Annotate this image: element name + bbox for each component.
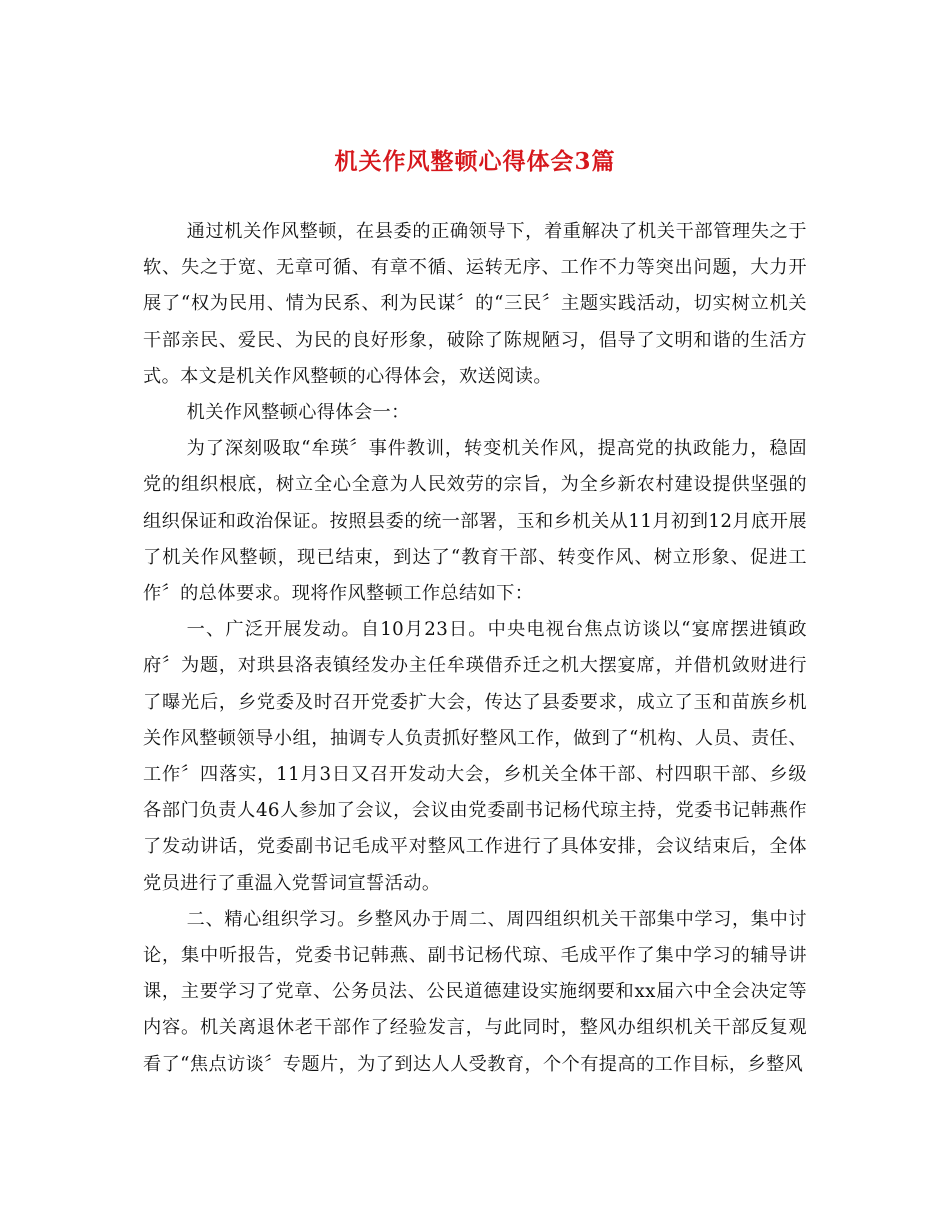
document-title: 机关作风整顿心得体会3篇	[334, 148, 616, 175]
paragraph-section-one: 一、广泛开展发动。自10月23日。中央电视台焦点访谈以“宴席摆进镇政府〞为题，对珙县洛表镇经发办主任牟瑛借乔迁之机大摆宴席，并借机敛财进行了曝光后，乡党委及时召开党委扩大会，传达了县委要求，成立了玉和苗族乡机关作风整顿领导小组，抽调专人负责抓好整风工作，做到了“机构、人员、责任、工作〞四落实，11月3日又召开发动大会，乡机关全体干部、村四职干部、乡级各部门负责人46人参加了会议，会议由党委副书记杨代琼主持，党委书记韩燕作了发动讲话，党委副书记毛成平对整风工作进行了具体安排，会议结束后，全体党员进行了重温入党誓词宣誓活动。	[143, 619, 807, 894]
paragraph-intro: 通过机关作风整顿，在县委的正确领导下，着重解决了机关干部管理失之于软、失之于宽、无章可循、有章不循、运转无序、工作不力等突出问题，大力开展了“权为民用、情为民系、利为民谋〞的“三民〞主题实践活动，切实树立机关干部亲民、爱民、为民的良好形象，破除了陈规陋习，倡导了文明和谐的生活方式。本文是机关作风整顿的心得体会，欢送阅读。	[143, 221, 807, 387]
paragraph-heading-one: 机关作风整顿心得体会一：	[186, 402, 410, 424]
paragraph-background: 为了深刻吸取“牟瑛〞事件教训，转变机关作风，提高党的执政能力，稳固党的组织根底，树立全心全意为人民效劳的宗旨，为全乡新农村建设提供坚强的组织保证和政治保证。按照县委的统一部署，玉和乡机关从11月初到12月底开展了机关作风整顿，现已结束，到达了“教育干部、转变作风、树立形象、促进工作〞的总体要求。现将作风整顿工作总结如下：	[143, 438, 807, 605]
document-body	[143, 214, 807, 1083]
paragraph-section-two: 二、精心组织学习。乡整风办于周二、周四组织机关干部集中学习，集中讨论，集中听报告，党委书记韩燕、副书记杨代琼、毛成平作了集中学习的辅导讲课，主要学习了党章、公务员法、公民道德建设实施纲要和xx届六中全会决定等内容。机关离退休老干部作了经验发言，与此同时，整风办组织机关干部反复观看了“焦点访谈〞专题片，为了到达人人受教育，个个有提高的工作目标，乡整风	[143, 908, 807, 1075]
